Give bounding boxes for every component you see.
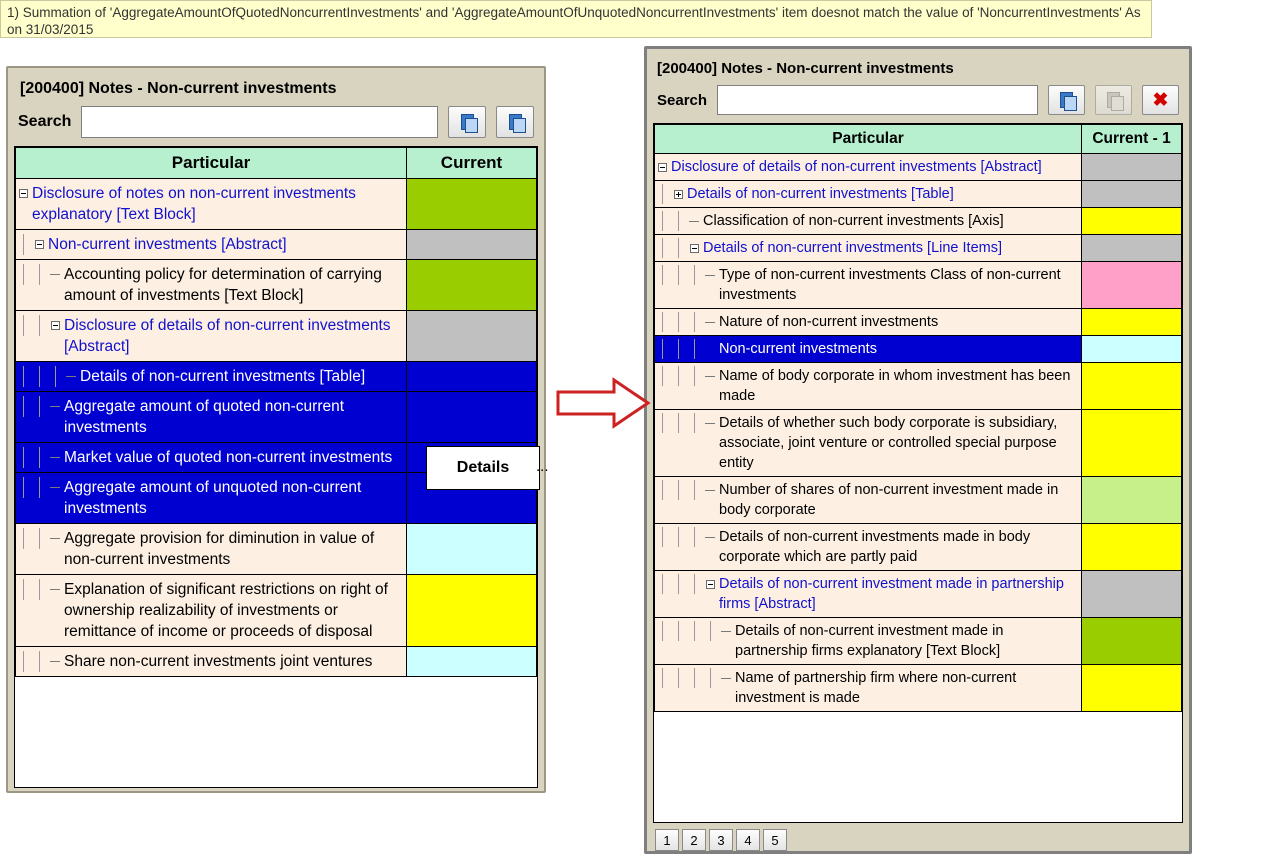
left-row-particular[interactable] (16, 647, 407, 677)
right-grid[interactable] (653, 123, 1183, 823)
left-col-current: Current (407, 148, 537, 179)
tree-line-icon (687, 668, 703, 688)
right-row-label: Details of non-current investment made in partnership firms explanatory [Text Block] (735, 623, 1004, 659)
right-row-value-cell[interactable] (1082, 235, 1182, 262)
left-row-value-cell[interactable] (407, 230, 537, 260)
tree-blank-icon (703, 339, 719, 359)
left-row-label: Aggregate amount of unquoted non-current investments (64, 479, 362, 517)
right-grid-table (654, 124, 1182, 712)
left-row-label: Disclosure of notes on non-current investments explanatory [Text Block] (32, 185, 356, 223)
left-grid-body (16, 179, 537, 677)
tree-indent (655, 211, 703, 231)
tree-line-icon (671, 668, 687, 688)
tree-leaf-icon (703, 413, 719, 433)
tree-indent (655, 413, 719, 433)
tree-line-icon (671, 265, 687, 285)
left-copy-button[interactable] (448, 106, 486, 138)
tree-line-icon (687, 574, 703, 594)
right-row-particular[interactable] (655, 410, 1082, 477)
validation-warning-text: 1) Summation of 'AggregateAmountOfQuotedNoncurrentInvestments' and 'AggregateAmountOfUnquotedNoncurrentInvestments' item doesnot match the value of 'NoncurrentInvestments' As on 31/03/2015 (7, 5, 1141, 37)
tree-leaf-icon (48, 528, 64, 549)
tree-leaf-icon (48, 264, 64, 285)
right-row-particular[interactable] (655, 524, 1082, 571)
table-row[interactable] (16, 524, 537, 575)
tree-line-icon (671, 413, 687, 433)
tree-line-icon (671, 312, 687, 332)
right-notes-window (644, 46, 1192, 854)
right-row-label: Classification of non-current investments [Axis] (703, 213, 1004, 229)
tree-line-icon (16, 651, 32, 672)
table-row[interactable] (655, 571, 1182, 618)
right-copy-button[interactable] (1048, 85, 1085, 115)
tree-leaf-icon (719, 621, 735, 641)
table-row[interactable] (655, 410, 1182, 477)
right-row-value-cell[interactable] (1082, 181, 1182, 208)
tree-line-icon (655, 211, 671, 231)
document-icon (509, 114, 522, 130)
tree-line-icon (687, 621, 703, 641)
tree-indent (655, 238, 703, 258)
tree-line-icon (32, 447, 48, 468)
left-row-value-cell[interactable] (407, 362, 537, 392)
right-row-particular[interactable] (655, 181, 1082, 208)
tree-collapse-icon[interactable] (16, 183, 32, 204)
left-row-label: Aggregate provision for diminution in value of non-current investments (64, 530, 375, 568)
right-row-label: Non-current investments (719, 341, 877, 357)
tree-line-icon (16, 366, 32, 387)
tree-indent (16, 234, 48, 255)
tree-line-icon (671, 621, 687, 641)
left-row-particular[interactable] (16, 362, 407, 392)
tree-collapse-icon[interactable] (703, 574, 719, 594)
tree-line-icon (48, 366, 64, 387)
tree-collapse-icon[interactable] (48, 315, 64, 336)
tree-leaf-icon (48, 651, 64, 672)
right-row-label: Name of body corporate in whom investment has been made (719, 368, 1071, 404)
table-row[interactable] (655, 181, 1182, 208)
left-row-value-cell[interactable] (407, 179, 537, 230)
tree-line-icon (32, 528, 48, 549)
table-row[interactable] (16, 575, 537, 647)
tree-indent (655, 312, 719, 332)
pager-button[interactable]: 1 (655, 829, 679, 851)
left-grid-header-row (16, 148, 537, 179)
right-row-value-cell[interactable] (1082, 665, 1182, 712)
left-search-input[interactable] (81, 106, 438, 138)
right-row-value-cell[interactable] (1082, 477, 1182, 524)
right-search-input[interactable] (717, 85, 1038, 115)
tree-line-icon (32, 366, 48, 387)
right-row-value-cell[interactable] (1082, 336, 1182, 363)
left-window-title: [200400] Notes - Non-current investments (20, 80, 337, 97)
right-col-current-1: Current - 1 (1082, 125, 1182, 154)
tree-line-icon (32, 396, 48, 417)
right-row-label: Details of non-current investments [Line Items] (703, 240, 1002, 256)
tree-leaf-icon (48, 396, 64, 417)
tree-line-icon (687, 413, 703, 433)
tree-line-icon (655, 184, 671, 204)
left-col-particular: Particular (16, 148, 407, 179)
tree-line-icon (687, 527, 703, 547)
tree-line-icon (671, 527, 687, 547)
right-row-value-cell[interactable] (1082, 363, 1182, 410)
tree-leaf-icon (687, 211, 703, 231)
tree-indent (655, 157, 671, 177)
tree-line-icon (703, 621, 719, 641)
details-popup-button[interactable]: Details (426, 446, 540, 490)
pager-button[interactable]: 3 (709, 829, 733, 851)
right-row-value-cell[interactable] (1082, 262, 1182, 309)
right-row-label: Details of whether such body corporate is subsidiary, associate, joint venture or controlled special purpose entity (719, 415, 1058, 471)
tree-line-icon (16, 396, 32, 417)
right-paste-button[interactable] (1095, 85, 1132, 115)
tree-expand-icon[interactable] (671, 184, 687, 204)
right-row-value-cell[interactable] (1082, 309, 1182, 336)
right-row-label: Number of shares of non-current investment made in body corporate (719, 482, 1059, 518)
right-row-value-cell[interactable] (1082, 208, 1182, 235)
tree-line-icon (32, 264, 48, 285)
tree-line-icon (655, 265, 671, 285)
right-row-value-cell[interactable] (1082, 154, 1182, 181)
right-row-particular[interactable] (655, 571, 1082, 618)
document-icon (1107, 92, 1120, 108)
tree-line-icon (32, 315, 48, 336)
tree-line-icon (671, 339, 687, 359)
tree-indent (655, 265, 719, 285)
right-row-particular[interactable] (655, 336, 1082, 363)
tree-collapse-icon[interactable] (32, 234, 48, 255)
tree-line-icon (16, 447, 32, 468)
right-row-particular[interactable] (655, 665, 1082, 712)
right-row-label: Details of non-current investment made in partnership firms [Abstract] (719, 576, 1064, 612)
left-row-particular[interactable] (16, 443, 407, 473)
left-notes-window (6, 66, 549, 793)
table-row[interactable] (655, 336, 1182, 363)
tree-leaf-icon (703, 366, 719, 386)
tree-collapse-icon[interactable] (655, 157, 671, 177)
tree-line-icon (32, 477, 48, 498)
tree-line-icon (655, 238, 671, 258)
tree-line-icon (32, 651, 48, 672)
details-ellipsis-label[interactable]: ... (536, 458, 549, 475)
tree-line-icon (16, 528, 32, 549)
right-row-particular[interactable] (655, 477, 1082, 524)
table-row[interactable] (655, 262, 1182, 309)
tree-line-icon (655, 312, 671, 332)
tree-line-icon (687, 480, 703, 500)
tree-line-icon (16, 315, 32, 336)
left-row-label: Accounting policy for determination of carrying amount of investments [Text Block] (64, 266, 382, 304)
tree-indent (16, 315, 64, 336)
right-row-particular[interactable] (655, 235, 1082, 262)
tree-indent (16, 651, 64, 672)
left-search-row (14, 106, 538, 146)
left-row-label: Details of non-current investments [Table] (80, 368, 366, 385)
left-row-particular[interactable] (16, 392, 407, 443)
table-row[interactable] (655, 363, 1182, 410)
right-row-particular[interactable] (655, 154, 1082, 181)
tree-line-icon (655, 339, 671, 359)
left-row-particular[interactable] (16, 575, 407, 647)
tree-indent (16, 264, 64, 285)
tree-line-icon (671, 211, 687, 231)
left-grid-table (15, 147, 537, 677)
tree-line-icon (687, 312, 703, 332)
tree-indent (16, 396, 64, 417)
left-row-particular[interactable] (16, 311, 407, 362)
tree-line-icon (16, 264, 32, 285)
left-row-value-cell[interactable] (407, 524, 537, 575)
left-row-value-cell[interactable] (407, 647, 537, 677)
tree-line-icon (32, 579, 48, 600)
left-row-label: Disclosure of details of non-current investments [Abstract] (64, 317, 391, 355)
right-row-value-cell[interactable] (1082, 524, 1182, 571)
tree-line-icon (687, 366, 703, 386)
right-pager (653, 823, 1183, 851)
left-row-label: Non-current investments [Abstract] (48, 236, 287, 253)
left-row-label: Market value of quoted non-current investments (64, 449, 393, 466)
table-row[interactable] (16, 179, 537, 230)
tree-leaf-icon (48, 477, 64, 498)
tree-line-icon (671, 480, 687, 500)
tree-indent (655, 480, 719, 500)
right-search-label: Search (657, 91, 708, 109)
close-icon: ✖ (1152, 89, 1169, 111)
tree-line-icon (671, 574, 687, 594)
table-row[interactable] (16, 311, 537, 362)
tree-indent (16, 366, 80, 387)
right-window-title: [200400] Notes - Non-current investments (657, 60, 954, 77)
table-row[interactable] (16, 362, 537, 392)
right-row-particular[interactable] (655, 309, 1082, 336)
tree-line-icon (16, 234, 32, 255)
left-row-value-cell[interactable] (407, 392, 537, 443)
tree-line-icon (655, 668, 671, 688)
table-row[interactable] (655, 665, 1182, 712)
document-icon (1060, 92, 1073, 108)
table-row[interactable] (16, 647, 537, 677)
right-grid-body (655, 154, 1182, 712)
left-paste-button[interactable] (496, 106, 534, 138)
tree-line-icon (655, 621, 671, 641)
tree-collapse-icon[interactable] (687, 238, 703, 258)
table-row[interactable] (655, 309, 1182, 336)
table-row[interactable] (655, 477, 1182, 524)
tree-leaf-icon (48, 447, 64, 468)
tree-indent (655, 574, 719, 594)
left-row-particular[interactable] (16, 179, 407, 230)
left-row-value-cell[interactable] (407, 575, 537, 647)
table-row[interactable] (16, 230, 537, 260)
table-row[interactable] (16, 260, 537, 311)
tree-indent (655, 668, 735, 688)
tree-indent (655, 621, 735, 641)
left-row-label: Aggregate amount of quoted non-current investments (64, 398, 345, 436)
left-row-particular[interactable] (16, 473, 407, 524)
tree-line-icon (671, 366, 687, 386)
right-row-particular[interactable] (655, 208, 1082, 235)
right-search-row (653, 85, 1183, 123)
tree-line-icon (16, 579, 32, 600)
tree-indent (655, 184, 687, 204)
table-row[interactable] (655, 524, 1182, 571)
tree-leaf-icon (48, 579, 64, 600)
left-row-value-cell[interactable] (407, 311, 537, 362)
left-row-particular[interactable] (16, 524, 407, 575)
tree-line-icon (655, 366, 671, 386)
document-icon (461, 114, 474, 130)
tree-line-icon (655, 527, 671, 547)
left-row-value-cell[interactable] (407, 260, 537, 311)
tree-leaf-icon (719, 668, 735, 688)
right-row-value-cell[interactable] (1082, 410, 1182, 477)
tree-indent (16, 477, 64, 498)
right-row-label: Nature of non-current investments (719, 314, 939, 330)
tree-leaf-icon (703, 265, 719, 285)
tree-line-icon (703, 668, 719, 688)
tree-indent (655, 366, 719, 386)
validation-warning-banner (0, 0, 1152, 38)
right-row-label: Details of non-current investments made in body corporate which are partly paid (719, 529, 1031, 565)
right-row-particular[interactable] (655, 618, 1082, 665)
tree-indent (16, 447, 64, 468)
tree-indent (16, 183, 32, 204)
tree-indent (16, 528, 64, 549)
tree-leaf-icon (703, 527, 719, 547)
table-row[interactable] (655, 235, 1182, 262)
tree-line-icon (16, 477, 32, 498)
right-row-particular[interactable] (655, 363, 1082, 410)
left-row-label: Explanation of significant restrictions on right of ownership realizability of investments or remittance of income or proceeds of disposal (64, 581, 388, 640)
pager-button[interactable]: 4 (736, 829, 760, 851)
right-row-particular[interactable] (655, 262, 1082, 309)
right-row-value-cell[interactable] (1082, 618, 1182, 665)
tree-indent (655, 527, 719, 547)
tree-line-icon (655, 480, 671, 500)
right-row-label: Details of non-current investments [Table] (687, 186, 954, 202)
right-row-label: Disclosure of details of non-current investments [Abstract] (671, 159, 1042, 175)
tree-line-icon (655, 413, 671, 433)
tree-indent (655, 339, 719, 359)
tree-leaf-icon (703, 480, 719, 500)
left-row-label: Share non-current investments joint ventures (64, 653, 373, 670)
right-row-value-cell[interactable] (1082, 571, 1182, 618)
tree-leaf-icon (703, 312, 719, 332)
right-col-particular: Particular (655, 125, 1082, 154)
right-close-button[interactable] (1142, 85, 1179, 115)
table-row[interactable] (655, 154, 1182, 181)
table-row[interactable] (655, 208, 1182, 235)
tree-indent (16, 579, 64, 600)
pager-button[interactable]: 2 (682, 829, 706, 851)
right-row-label: Name of partnership firm where non-current investment is made (735, 670, 1017, 706)
left-row-particular[interactable] (16, 260, 407, 311)
tree-line-icon (687, 339, 703, 359)
right-row-label: Type of non-current investments Class of non-current investments (719, 267, 1061, 303)
table-row[interactable] (655, 618, 1182, 665)
tree-line-icon (687, 265, 703, 285)
left-row-particular[interactable] (16, 230, 407, 260)
table-row[interactable] (16, 392, 537, 443)
tree-line-icon (671, 238, 687, 258)
right-grid-header-row (655, 125, 1182, 154)
tree-leaf-icon (64, 366, 80, 387)
pager-button[interactable]: 5 (763, 829, 787, 851)
tree-line-icon (655, 574, 671, 594)
flow-arrow-icon (556, 374, 652, 432)
left-search-label: Search (18, 113, 72, 130)
